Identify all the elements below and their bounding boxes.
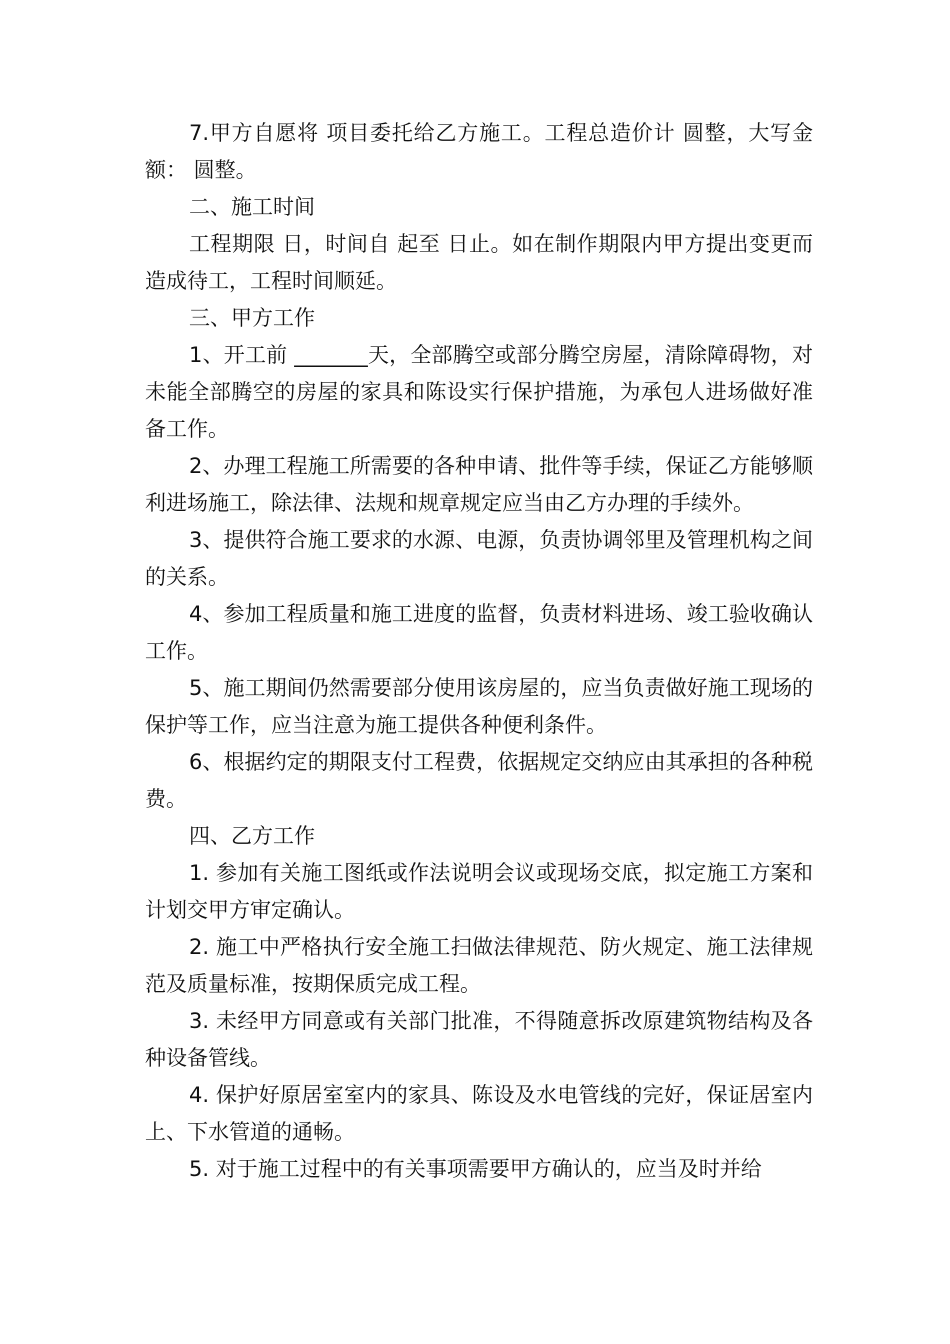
paragraph-party-b-item-3: 3. 未经甲方同意或有关部门批准，不得随意拆改原建筑物结构及各种设备管线。 <box>145 1009 813 1070</box>
paragraph-party-b-item-2: 2. 施工中严格执行安全施工扫做法律规范、防火规定、施工法律规范及质量标准，按期保质完成工程。 <box>145 935 813 996</box>
paragraph-construction-period: 工程期限 日，时间自 起至 日止。如在制作期限内甲方提出变更而造成待工，工程时间顺延。 <box>145 232 813 293</box>
section-heading-party-a-work: 三、甲方工作 <box>189 306 315 330</box>
document-body <box>145 115 813 1188</box>
paragraph-party-b-item-1: 1. 参加有关施工图纸或作法说明会议或现场交底，拟定施工方案和计划交甲方审定确认。 <box>145 861 813 922</box>
paragraph-party-a-item-5: 5、施工期间仍然需要部分使用该房屋的，应当负责做好施工现场的保护等工作，应当注意为施工提供各种便利条件。 <box>145 676 813 737</box>
paragraph-party-b-item-5: 5. 对于施工过程中的有关事项需要甲方确认的，应当及时并给 <box>189 1157 762 1181</box>
paragraph-party-a-item-6: 6、根据约定的期限支付工程费，依据规定交纳应由其承担的各种税费。 <box>145 750 813 811</box>
paragraph-clause-7: 7.甲方自愿将 项目委托给乙方施工。工程总造价计 圆整，大写金额： 圆整。 <box>145 121 813 182</box>
paragraph-party-a-item-1: 1、开工前 _______天，全部腾空或部分腾空房屋，清除障碍物，对未能全部腾空的房屋的家具和陈设实行保护措施，为承包人进场做好准备工作。 <box>145 343 813 441</box>
section-heading-party-b-work: 四、乙方工作 <box>189 824 315 848</box>
paragraph-party-b-item-4: 4. 保护好原居室室内的家具、陈设及水电管线的完好，保证居室内上、下水管道的通畅。 <box>145 1083 813 1144</box>
paragraph-party-a-item-2: 2、办理工程施工所需要的各种申请、批件等手续，保证乙方能够顺利进场施工，除法律、法规和规章规定应当由乙方办理的手续外。 <box>145 454 813 515</box>
section-heading-construction-time: 二、施工时间 <box>189 195 315 219</box>
paragraph-party-a-item-4: 4、参加工程质量和施工进度的监督，负责材料进场、竣工验收确认工作。 <box>145 602 813 663</box>
paragraph-party-a-item-3: 3、提供符合施工要求的水源、电源，负责协调邻里及管理机构之间的关系。 <box>145 528 813 589</box>
